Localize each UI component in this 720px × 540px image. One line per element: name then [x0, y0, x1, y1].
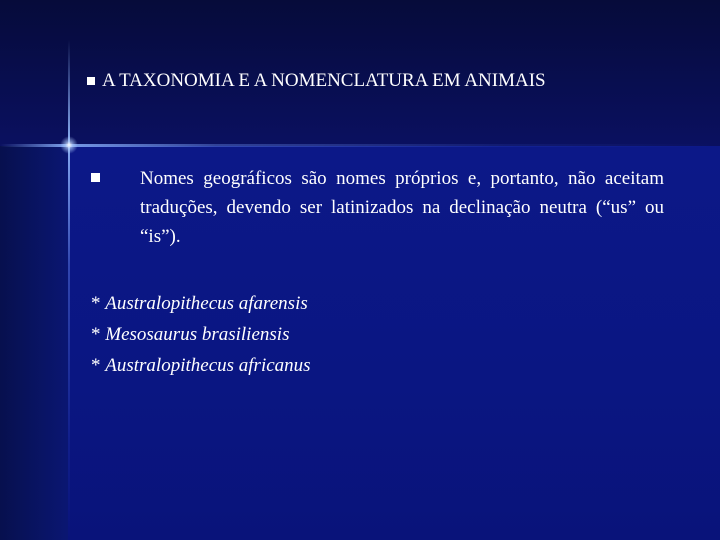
- body-paragraph: Nomes geográficos são nomes próprios e, portanto, não aceitam traduções, devendo ser latinizados na declinação neutra (“us” ou “is”).: [140, 168, 664, 247]
- vertical-glow-line: [68, 40, 70, 540]
- species-name: Australopithecus africanus: [105, 355, 311, 376]
- square-bullet-icon: [91, 173, 100, 182]
- list-item: [91, 288, 691, 319]
- square-bullet-icon: [87, 77, 95, 85]
- horizontal-glow-line: [0, 144, 720, 147]
- asterisk-marker: *: [91, 355, 106, 376]
- list-item: [91, 350, 691, 381]
- species-name: Australopithecus afarensis: [105, 293, 308, 314]
- species-name: Mesosaurus brasiliensis: [105, 324, 290, 345]
- slide-title-text: A TAXONOMIA E A NOMENCLATURA EM ANIMAIS: [102, 70, 546, 91]
- asterisk-marker: *: [91, 293, 106, 314]
- asterisk-marker: *: [91, 324, 106, 345]
- list-item: [91, 319, 691, 350]
- left-band: [0, 146, 68, 540]
- sparkle-icon: [60, 136, 78, 154]
- slide-title: [87, 68, 546, 94]
- species-list: [91, 288, 691, 381]
